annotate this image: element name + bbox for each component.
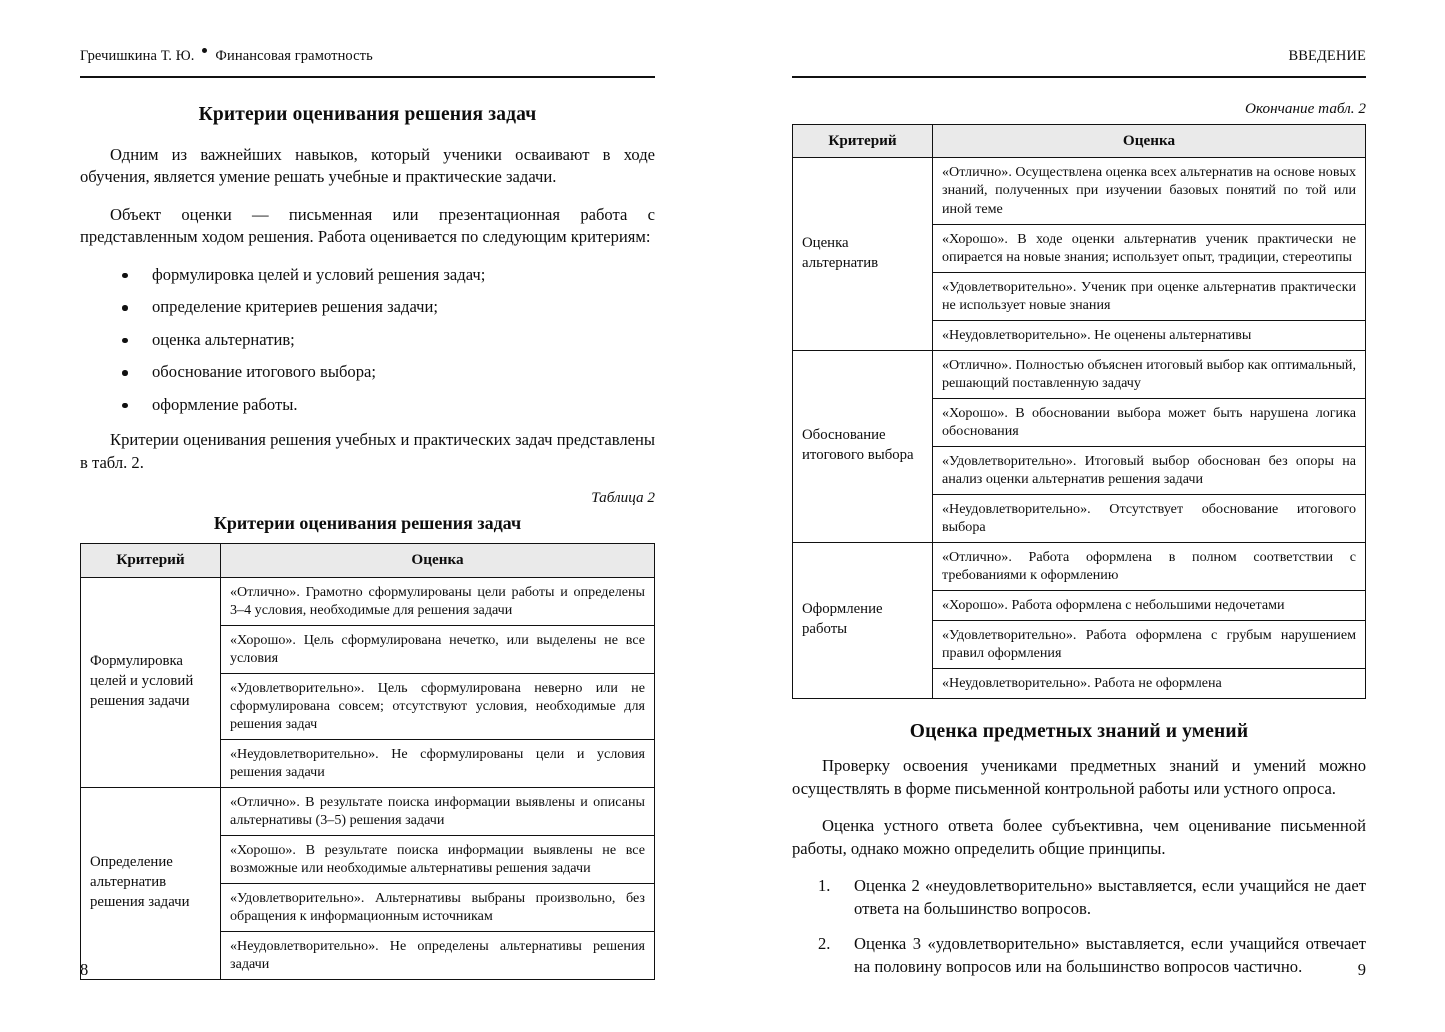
grade-cell: «Отлично». Осуществлена оценка всех альтернатив на основе новых знаний, полученных при изучении базовых понятий по той или иной теме	[933, 158, 1366, 224]
grade-cell: «Отлично». Полностью объяснен итоговый выбор как оптимальный, решающий поставленную задачу	[933, 350, 1366, 398]
paragraph: Объект оценки — письменная или презентационная работа с представленным ходом решения. Работа оценивается по следующим критериям:	[80, 204, 655, 247]
section-title: Оценка предметных знаний и умений	[909, 721, 1249, 743]
list-item: оформление работы.	[80, 394, 655, 416]
grade-cell: «Хорошо». В обосновании выбора может быть нарушена логика обоснования	[933, 398, 1366, 446]
table-header-row	[81, 544, 655, 577]
criteria-table-right	[792, 124, 1366, 699]
paragraph: Оценка устного ответа более субъективна, чем оценивание письменной работы, однако можно определить общие принципы.	[792, 816, 1366, 858]
page-number-right: 9	[1357, 960, 1366, 979]
list-item: оценка альтернатив;	[80, 329, 655, 351]
criterion-cell: Оформление работы	[793, 542, 933, 698]
grade-cell: «Неудовлетворительно». Работа не оформлена	[933, 669, 1366, 699]
grade-cell: «Неудовлетворительно». Не сформулированы цели и условия решения задачи	[221, 740, 655, 788]
bullet-separator-icon	[202, 48, 207, 53]
grade-cell: «Удовлетворительно». Альтернативы выбраны произвольно, без обращения к информационным источникам	[221, 884, 655, 932]
grade-cell: «Удовлетворительно». Итоговый выбор обоснован без опоры на анализ оценки альтернатив решения задачи	[933, 446, 1366, 494]
page-title: Критерии оценивания решения задач	[198, 104, 537, 125]
running-head-right	[792, 48, 1366, 74]
page-right	[722, 0, 1444, 1032]
grade-cell: «Хорошо». Цель сформулирована нечетко, или выделены не все условия	[221, 625, 655, 673]
column-header-grade: Оценка	[221, 544, 655, 577]
grade-cell: «Неудовлетворительно». Не определены альтернативы решения задачи	[221, 932, 655, 980]
criterion-cell: Оценка альтернатив	[793, 158, 933, 350]
list-item: Оценка 2 «неудовлетворительно» выставляется, если учащийся не дает ответа на большинство вопросов.	[854, 876, 1366, 918]
grade-cell: «Отлично». Работа оформлена в полном соответствии с требованиями к оформлению	[933, 542, 1366, 590]
criterion-cell: Обоснование итогового выбора	[793, 350, 933, 542]
paragraph: Одним из важнейших навыков, который ученики осваивают в ходе обучения, является умение решать учебные и практические задачи.	[80, 145, 655, 187]
table-title: Критерии оценивания решения задач	[213, 513, 522, 534]
table-row	[81, 577, 655, 625]
column-header-criterion: Критерий	[793, 125, 933, 158]
grade-cell: «Отлично». Грамотно сформулированы цели работы и определены 3–4 условия, необходимые для решения задачи	[221, 577, 655, 625]
table-caption: Окончание табл. 2	[1245, 100, 1366, 117]
table-row	[793, 350, 1366, 398]
grade-cell: «Отлично». В результате поиска информации выявлены и описаны альтернативы (3–5) решения задачи	[221, 788, 655, 836]
table-header-row	[793, 125, 1366, 158]
column-header-criterion: Критерий	[81, 544, 221, 577]
criteria-bullet-list	[80, 264, 655, 416]
grade-cell: «Неудовлетворительно». Не оценены альтернативы	[933, 320, 1366, 350]
grade-cell: «Хорошо». В ходе оценки альтернатив ученик практически не опирается на новые знания; использует опыт, традиции, стереотипы	[933, 224, 1366, 272]
grade-cell: «Удовлетворительно». Работа оформлена с грубым нарушением правил оформления	[933, 621, 1366, 669]
table-row	[81, 788, 655, 836]
list-item: определение критериев решения задачи;	[80, 296, 655, 318]
list-item: Оценка 3 «удовлетворительно» выставляется, если учащийся отвечает на половину вопросов или на большинство вопросов частично.	[854, 934, 1366, 976]
grade-cell: «Хорошо». Работа оформлена с небольшими недочетами	[933, 591, 1366, 621]
running-head-section: ВВЕДЕНИЕ	[1288, 48, 1366, 64]
column-header-grade: Оценка	[933, 125, 1366, 158]
page-number-left: 8	[80, 960, 89, 979]
running-head-author: Гречишкина Т. Ю.	[80, 48, 195, 64]
principles-numbered-list	[792, 875, 1366, 978]
list-item: обоснование итогового выбора;	[80, 361, 655, 383]
table-row	[793, 542, 1366, 590]
grade-cell: «Неудовлетворительно». Отсутствует обоснование итогового выбора	[933, 494, 1366, 542]
criterion-cell: Определение альтернатив решения задачи	[81, 788, 221, 980]
grade-cell: «Удовлетворительно». Ученик при оценке альтернатив практически не использует новые знания	[933, 272, 1366, 320]
paragraph: Проверку освоения учениками предметных знаний и умений можно осуществлять в форме письменной контрольной работы или устного опроса.	[792, 756, 1366, 798]
running-head-left	[80, 48, 655, 74]
criteria-table-left	[80, 543, 655, 980]
paragraph: Критерии оценивания решения учебных и практических задач представлены в табл. 2.	[80, 430, 655, 472]
page-left	[0, 0, 722, 1032]
header-rule-left	[80, 76, 655, 78]
criterion-cell: Формулировка целей и условий решения задачи	[81, 577, 221, 787]
running-head-title: Финансовая грамотность	[215, 48, 373, 64]
grade-cell: «Хорошо». В результате поиска информации выявлены не все возможные или необходимые альтернативы решения задачи	[221, 836, 655, 884]
table-row	[793, 158, 1366, 224]
header-rule-right	[792, 76, 1366, 78]
grade-cell: «Удовлетворительно». Цель сформулирована неверно или не сформулирована совсем; отсутствуют условия, необходимые для решения задач	[221, 673, 655, 739]
list-item: формулировка целей и условий решения задач;	[80, 264, 655, 286]
table-caption: Таблица 2	[591, 489, 655, 507]
